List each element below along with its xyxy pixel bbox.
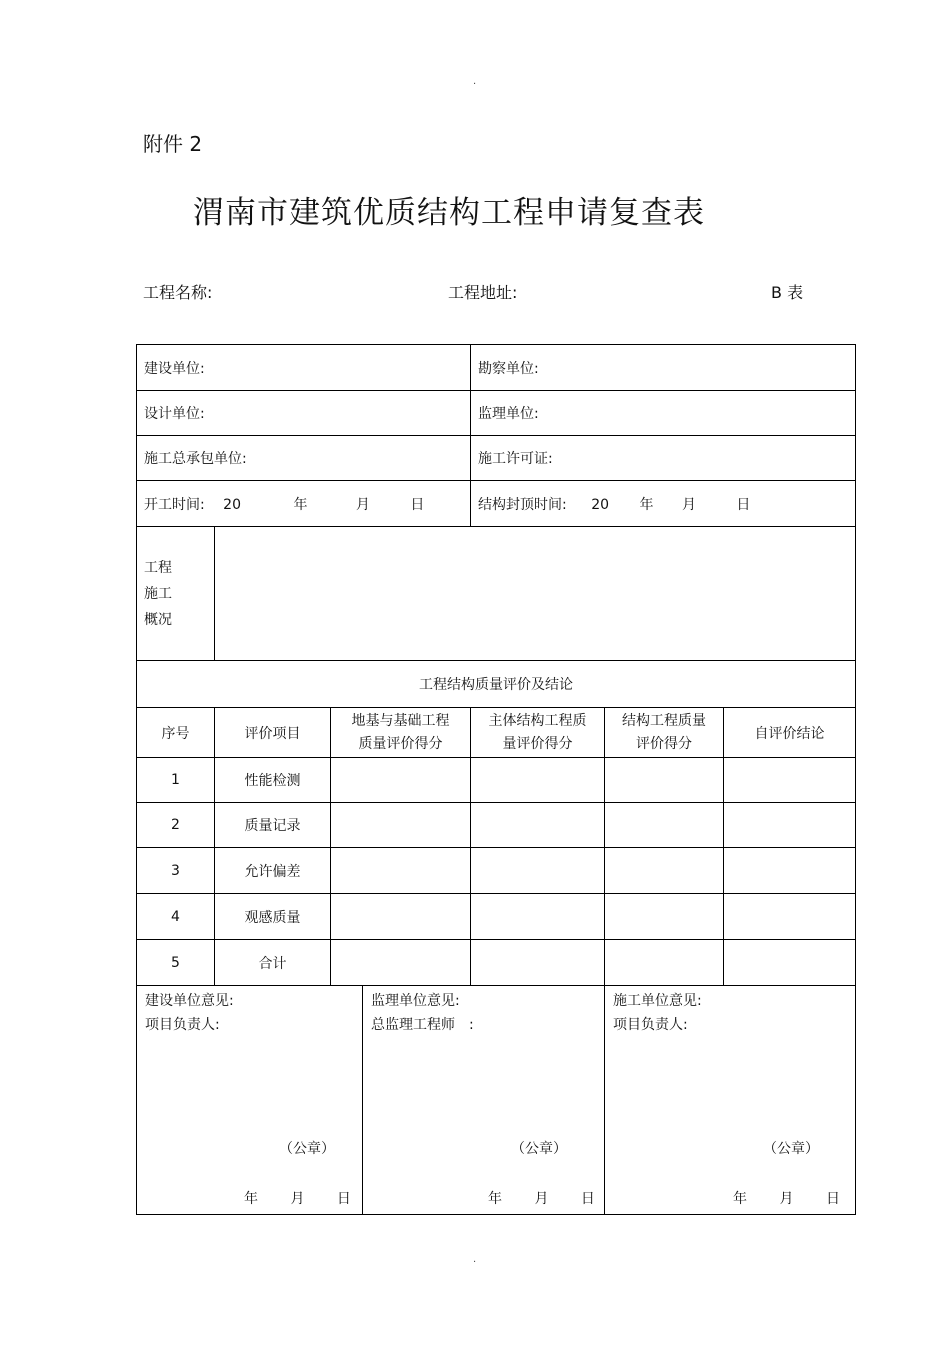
header-foundation-line: 质量评价得分	[358, 735, 443, 752]
foundation-score-cell[interactable]	[331, 940, 471, 986]
responsible-person-label: 项目负责人:	[145, 1017, 220, 1033]
opinion-title: 建设单位意见:	[145, 993, 234, 1009]
page-title: 渭南市建筑优质结构工程申请复查表	[193, 195, 705, 231]
opinion-title: 施工单位意见:	[613, 993, 702, 1009]
opinion-title: 监理单位意见:	[371, 993, 460, 1009]
overview-row	[137, 527, 856, 661]
structure-score-cell[interactable]	[605, 758, 724, 803]
overview-label	[137, 527, 215, 661]
header-seq: 序号	[137, 708, 215, 758]
main-structure-score-cell[interactable]	[471, 758, 605, 803]
structure-score-cell[interactable]	[605, 940, 724, 986]
table-row	[137, 758, 856, 803]
structure-score-cell[interactable]	[605, 894, 724, 940]
row-number: 1	[137, 758, 215, 803]
sign-day: 日	[825, 1191, 840, 1207]
main-structure-score-cell[interactable]	[471, 940, 605, 986]
row-item: 允许偏差	[215, 848, 331, 894]
sign-day: 日	[336, 1191, 351, 1207]
topping-year-unit: 年	[639, 496, 654, 513]
header-structure-line: 结构工程质量	[622, 712, 707, 729]
main-structure-score-cell[interactable]	[471, 894, 605, 940]
official-seal-label: （公章）	[511, 1141, 567, 1157]
sign-day: 日	[580, 1191, 595, 1207]
topping-year-prefix: 20	[591, 496, 610, 513]
official-seal-label: （公章）	[279, 1141, 335, 1157]
sign-month: 月	[534, 1191, 549, 1207]
attachment-label: 附件 2	[143, 132, 203, 156]
conclusion-cell[interactable]	[724, 803, 856, 848]
construction-unit-field[interactable]: 建设单位:	[137, 345, 471, 391]
header-main-structure	[471, 708, 605, 758]
row-number: 5	[137, 940, 215, 986]
table-row	[137, 940, 856, 986]
sign-month: 月	[779, 1191, 794, 1207]
header-structure-line: 评价得分	[636, 735, 693, 752]
page-bottom-dot: .	[473, 1254, 477, 1265]
conclusion-cell[interactable]	[724, 848, 856, 894]
start-month-unit: 月	[355, 496, 370, 513]
structure-score-cell[interactable]	[605, 803, 724, 848]
start-time-label: 开工时间:	[144, 496, 205, 513]
supervision-unit-opinion[interactable]	[363, 986, 605, 1215]
date-row	[137, 481, 856, 527]
row-number: 2	[137, 803, 215, 848]
main-structure-score-cell[interactable]	[471, 803, 605, 848]
sign-year: 年	[488, 1191, 502, 1207]
form-code: B 表	[771, 283, 804, 302]
start-day-unit: 日	[410, 496, 425, 513]
row-number: 3	[137, 848, 215, 894]
row-item: 合计	[215, 940, 331, 986]
conclusion-cell[interactable]	[724, 758, 856, 803]
header-item: 评价项目	[215, 708, 331, 758]
foundation-score-cell[interactable]	[331, 894, 471, 940]
overview-label-line: 施工	[144, 585, 172, 602]
topping-month-unit: 月	[681, 496, 696, 513]
responsible-person-label: 项目负责人:	[613, 1017, 688, 1033]
table-row	[137, 848, 856, 894]
main-structure-score-cell[interactable]	[471, 848, 605, 894]
signature-row	[137, 986, 856, 1215]
row-item: 质量记录	[215, 803, 331, 848]
foundation-score-cell[interactable]	[331, 758, 471, 803]
info-row	[137, 391, 856, 436]
construction-unit-opinion[interactable]	[137, 986, 363, 1215]
evaluation-section-title: 工程结构质量评价及结论	[137, 661, 856, 708]
survey-unit-field[interactable]: 勘察单位:	[471, 345, 856, 391]
start-year-unit: 年	[293, 496, 308, 513]
row-item: 观感质量	[215, 894, 331, 940]
header-main-line: 量评价得分	[502, 735, 573, 752]
application-form-table	[136, 344, 856, 1215]
overview-content[interactable]	[215, 527, 856, 661]
header-structure-quality	[605, 708, 724, 758]
table-row	[137, 894, 856, 940]
foundation-score-cell[interactable]	[331, 848, 471, 894]
overview-label-line: 概况	[144, 611, 172, 628]
header-foundation	[331, 708, 471, 758]
project-name-label: 工程名称:	[143, 283, 213, 302]
topping-day-unit: 日	[736, 496, 751, 513]
start-time-field[interactable]	[137, 481, 471, 527]
table-row	[137, 803, 856, 848]
construction-permit-field[interactable]: 施工许可证:	[471, 436, 856, 481]
structure-score-cell[interactable]	[605, 848, 724, 894]
info-row	[137, 345, 856, 391]
conclusion-cell[interactable]	[724, 940, 856, 986]
evaluation-title-row	[137, 661, 856, 708]
info-row	[137, 436, 856, 481]
header-conclusion: 自评价结论	[724, 708, 856, 758]
sign-date	[244, 1188, 351, 1208]
contractor-opinion[interactable]	[605, 986, 856, 1215]
supervision-unit-field[interactable]: 监理单位:	[471, 391, 856, 436]
row-number: 4	[137, 894, 215, 940]
start-year-prefix: 20	[223, 496, 241, 513]
sign-month: 月	[290, 1191, 305, 1207]
topping-time-field[interactable]	[471, 481, 856, 527]
project-address-label: 工程地址:	[448, 283, 518, 302]
conclusion-cell[interactable]	[724, 894, 856, 940]
topping-time-label: 结构封顶时间:	[478, 496, 567, 513]
header-main-line: 主体结构工程质	[488, 712, 587, 729]
chief-supervisor-label: 总监理工程师 :	[371, 1017, 474, 1033]
sign-date	[733, 1188, 840, 1208]
general-contractor-field[interactable]: 施工总承包单位:	[137, 436, 471, 481]
row-item: 性能检测	[215, 758, 331, 803]
evaluation-header-row	[137, 708, 856, 758]
design-unit-field[interactable]: 设计单位:	[137, 391, 471, 436]
sign-year: 年	[733, 1191, 748, 1207]
sign-date	[488, 1188, 595, 1208]
foundation-score-cell[interactable]	[331, 803, 471, 848]
sign-year: 年	[244, 1191, 258, 1207]
official-seal-label: （公章）	[763, 1141, 820, 1157]
header-foundation-line: 地基与基础工程	[351, 712, 450, 729]
page-top-dot: .	[473, 76, 477, 87]
overview-label-line: 工程	[144, 559, 172, 576]
